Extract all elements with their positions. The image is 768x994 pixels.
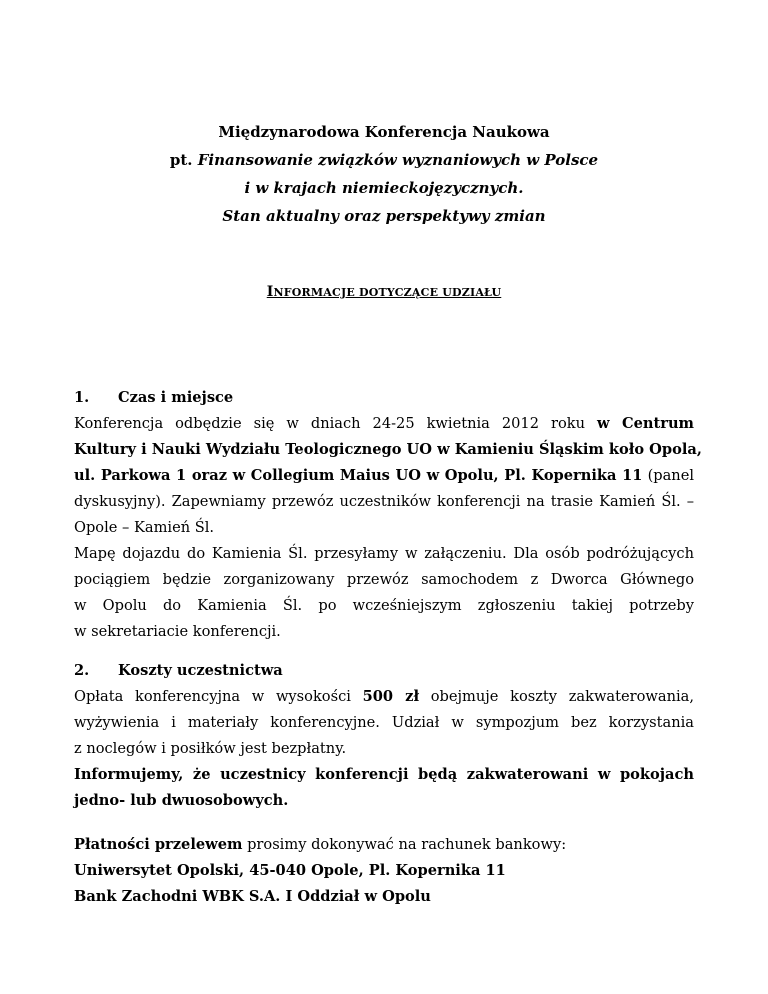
s1-p1-line-3 — [74, 463, 694, 489]
s1-p1-venue-cont: Kultury i Nauki Wydziału Teologicznego UO w Kamieniu Śląskim koło Opola, — [74, 441, 702, 458]
s1-p1-text: Konferencja odbędzie się w dniach 24-25 kwietnia 2012 roku — [74, 415, 597, 432]
section-1-number: 1. — [74, 389, 90, 406]
s1-p2-line-1: Mapę dojazdu do Kamienia Śl. przesyłamy w załączeniu. Dla osób podróżujących — [74, 545, 694, 562]
title-line-1: Międzynarodowa Konferencja Naukowa — [218, 123, 550, 141]
payment-text: prosimy dokonywać na rachunek bankowy: — [242, 836, 567, 853]
payment-block — [74, 832, 694, 910]
title-line-4 — [0, 202, 768, 230]
s2-fee-amount: 500 zł — [362, 688, 420, 705]
s2-fee-text: Opłata konferencyjna w wysokości — [74, 688, 363, 705]
title-topic-cont: i w krajach niemieckojęzycznych. — [244, 179, 524, 197]
s1-p1-panel: (panel — [642, 467, 695, 484]
payment-label: Płatności przelewem — [74, 836, 243, 853]
title-line-3 — [0, 174, 768, 202]
payment-recipient: Uniwersytet Opolski, 45-040 Opole, Pl. Kopernika 11 — [74, 862, 506, 879]
section-2-heading — [74, 658, 694, 684]
title-topic: Finansowanie związków wyznaniowych w Polsce — [197, 151, 599, 169]
title-subtitle: Stan aktualny oraz perspektywy zmian — [222, 207, 546, 225]
s2-p1-line-1 — [74, 684, 694, 710]
s2-p2-line-2 — [74, 788, 694, 814]
title-prefix: pt. — [169, 151, 198, 169]
s1-p1-address: ul. Parkowa 1 oraz w Collegium Maius UO w Opolu, Pl. Kopernika 11 — [74, 467, 643, 484]
payment-bank: Bank Zachodni WBK S.A. I Oddział w Opolu — [74, 888, 431, 905]
s1-p2-line-2: pociągiem będzie zorganizowany przewóz samochodem z Dworca Głównego — [74, 571, 694, 588]
section-2-title: Koszty uczestnictwa — [118, 662, 283, 679]
section-1-paragraph-2 — [74, 541, 694, 645]
s2-accommodation-note-cont: jedno- lub dwuosobowych. — [74, 792, 289, 809]
payment-line-2 — [74, 858, 694, 884]
s1-p1-line-5: Opole – Kamień Śl. — [74, 519, 215, 536]
section-1-heading — [74, 385, 694, 411]
section-1 — [74, 385, 702, 645]
info-heading-rest: NFORMACJE DOTYCZĄCE UDZIAŁU — [273, 286, 502, 299]
title-line-2 — [0, 146, 768, 174]
s1-p1-line-2 — [74, 437, 702, 463]
s2-p2-line-1 — [74, 762, 694, 788]
section-1-paragraph-1 — [74, 411, 702, 541]
s1-p2-line-3: w Opolu do Kamienia Śl. po wcześniejszym zgłoszeniu takiej potrzeby — [74, 597, 694, 614]
payment-line-3 — [74, 884, 694, 910]
s2-p1-line-2: wyżywienia i materiały konferencyjne. Udział w sympozjum bez korzystania — [74, 714, 694, 731]
s1-p1-line-1 — [74, 411, 694, 437]
info-heading — [0, 284, 768, 300]
s2-fee-text-cont: obejmuje koszty zakwaterowania, — [419, 688, 694, 705]
section-2 — [74, 658, 694, 814]
s1-p2-line-4: w sekretariacie konferencji. — [74, 623, 281, 640]
payment-line-1 — [74, 832, 694, 858]
section-2-number: 2. — [74, 662, 90, 679]
section-2-paragraph-1 — [74, 684, 694, 762]
section-2-paragraph-2 — [74, 762, 694, 814]
section-1-title: Czas i miejsce — [118, 389, 234, 406]
s2-p1-line-3: z noclegów i posiłków jest bezpłatny. — [74, 740, 347, 757]
s2-accommodation-note: Informujemy, że uczestnicy konferencji będą zakwaterowani w pokojach — [74, 766, 694, 783]
info-heading-initial: I — [266, 284, 274, 300]
conference-title — [0, 118, 768, 230]
s1-p1-venue: w Centrum — [597, 415, 694, 432]
s1-p1-line-4: dyskusyjny). Zapewniamy przewóz uczestników konferencji na trasie Kamień Śl. – — [74, 493, 694, 510]
